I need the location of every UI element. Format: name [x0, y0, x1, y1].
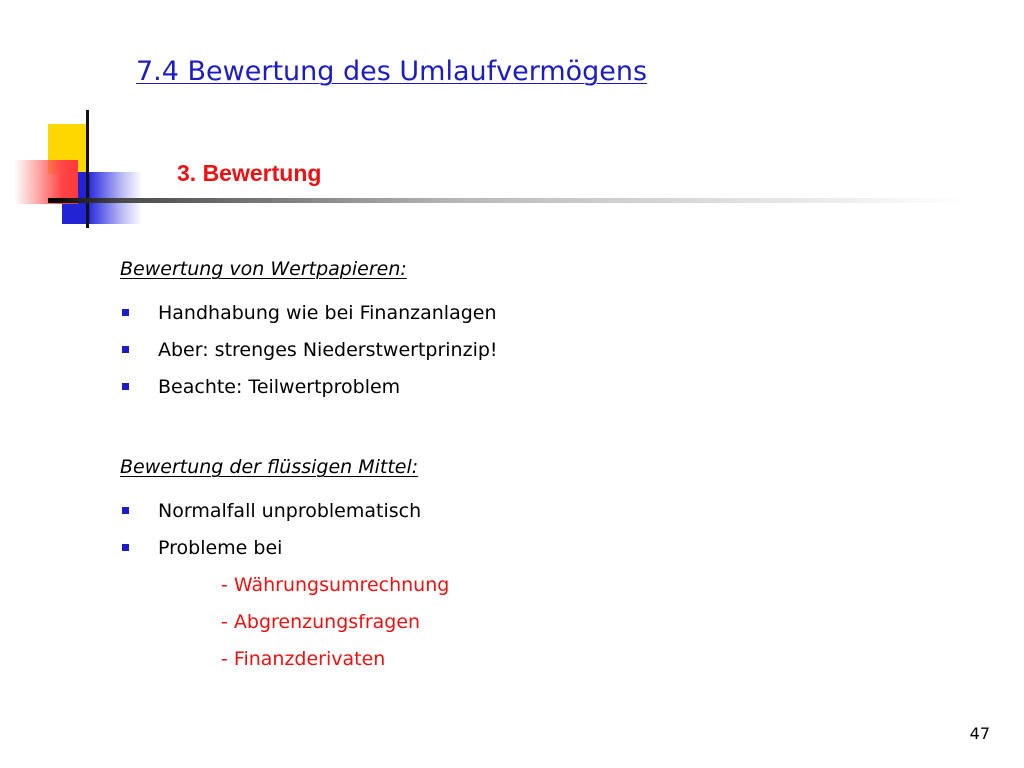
bullet-item — [120, 492, 449, 529]
bullet-square-icon — [122, 309, 129, 316]
fluessige-mittel-block — [120, 456, 449, 677]
wertpapiere-block — [120, 258, 498, 405]
bullet-text: Handhabung wie bei Finanzanlagen — [158, 301, 497, 324]
block-heading: Bewertung der flüssigen Mittel: — [120, 456, 419, 478]
bullet-square-icon — [122, 346, 129, 353]
bullet-square-icon — [122, 507, 129, 514]
bullet-item — [120, 368, 498, 405]
bullet-item — [120, 331, 498, 368]
subpoint-item: - Abgrenzungsfragen — [221, 610, 421, 633]
title-decoration — [0, 0, 1024, 240]
bullet-text: Beachte: Teilwertproblem — [158, 375, 401, 398]
subpoint-item: - Währungsumrechnung — [221, 573, 450, 596]
bullet-item — [120, 294, 498, 331]
title-divider-line — [48, 198, 968, 203]
block-heading: Bewertung von Wertpapieren: — [120, 258, 407, 280]
bullet-list — [120, 294, 498, 405]
bullet-text: Normalfall unproblematisch — [158, 499, 422, 522]
section-heading: 3. Bewertung — [177, 160, 322, 186]
bullet-text: Probleme bei — [158, 536, 283, 559]
bullet-square-icon — [122, 383, 129, 390]
subpoint-item: - Finanzderivaten — [221, 647, 386, 670]
bullet-text: Aber: strenges Niederstwertprinzip! — [158, 338, 498, 361]
slide-title: 7.4 Bewertung des Umlaufvermögens — [136, 56, 648, 87]
decoration-vertical-line — [86, 110, 89, 228]
page-number: 47 — [969, 724, 990, 743]
bullet-item — [120, 529, 449, 566]
bullet-square-icon — [122, 544, 129, 551]
subpoint-list — [120, 566, 449, 677]
bullet-list — [120, 492, 449, 566]
